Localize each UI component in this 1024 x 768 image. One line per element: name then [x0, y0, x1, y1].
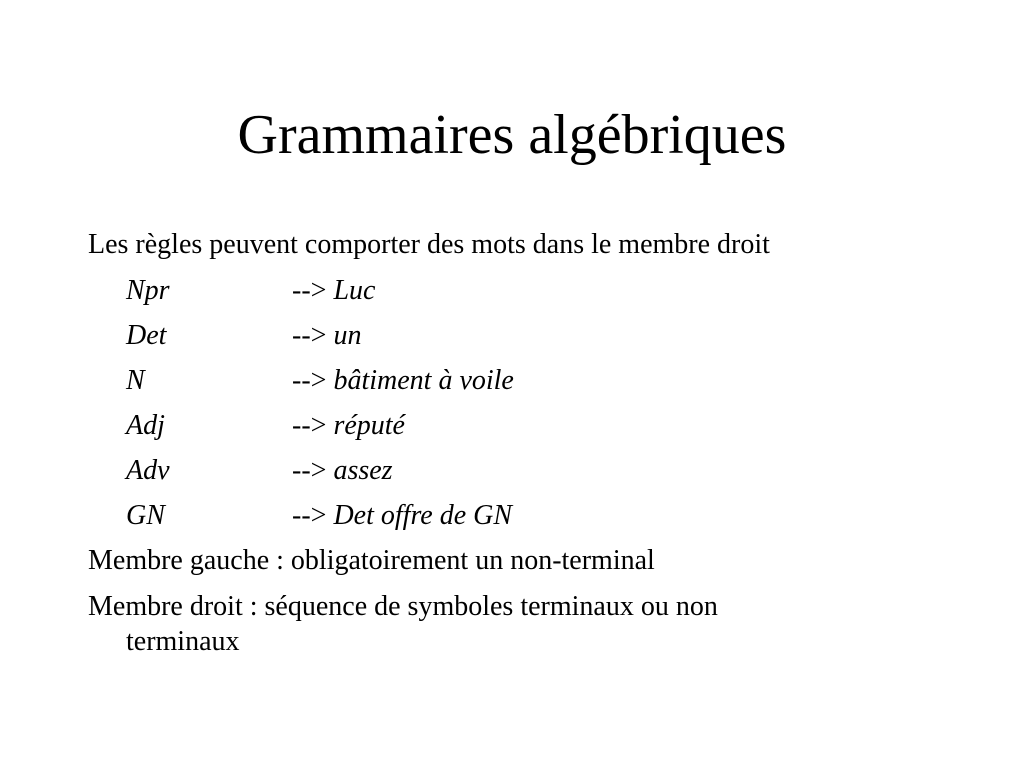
intro-text: Les règles peuvent comporter des mots dans le membre droit: [88, 229, 770, 260]
rule-rhs: [292, 499, 512, 533]
rule-lhs: Adj: [126, 410, 165, 441]
rule-rhs-text: bâtiment à voile: [333, 365, 514, 396]
rule-lhs: N: [126, 365, 145, 396]
rule-rhs: [292, 319, 361, 353]
rule-rhs: [292, 409, 405, 443]
rule-rhs: [292, 364, 514, 398]
rule-rhs-text: Luc: [333, 275, 376, 306]
rule-arrow: -->: [292, 365, 327, 396]
point-right-member-continued: terminaux: [126, 626, 240, 657]
rule-arrow: -->: [292, 455, 327, 486]
rule-lhs: GN: [126, 500, 165, 531]
rule-arrow: -->: [292, 320, 327, 351]
rule-lhs: Npr: [126, 275, 170, 306]
point-left-member: Membre gauche : obligatoirement un non-terminal: [88, 545, 655, 576]
rule-arrow: -->: [292, 410, 327, 441]
rule-arrow: -->: [292, 275, 327, 306]
rule-lhs: Det: [126, 320, 167, 351]
slide-title: Grammaires algébriques: [237, 104, 787, 166]
rule-rhs-text: réputé: [333, 410, 405, 441]
rule-rhs-text: assez: [333, 455, 393, 486]
rule-rhs: [292, 274, 375, 308]
rule-rhs-text: Det offre de GN: [333, 500, 513, 531]
rule-rhs-text: un: [333, 320, 362, 351]
rule-rhs: [292, 454, 393, 488]
rule-lhs: Adv: [126, 455, 170, 486]
rule-arrow: -->: [292, 500, 327, 531]
point-right-member: Membre droit : séquence de symboles terminaux ou non: [88, 591, 718, 622]
